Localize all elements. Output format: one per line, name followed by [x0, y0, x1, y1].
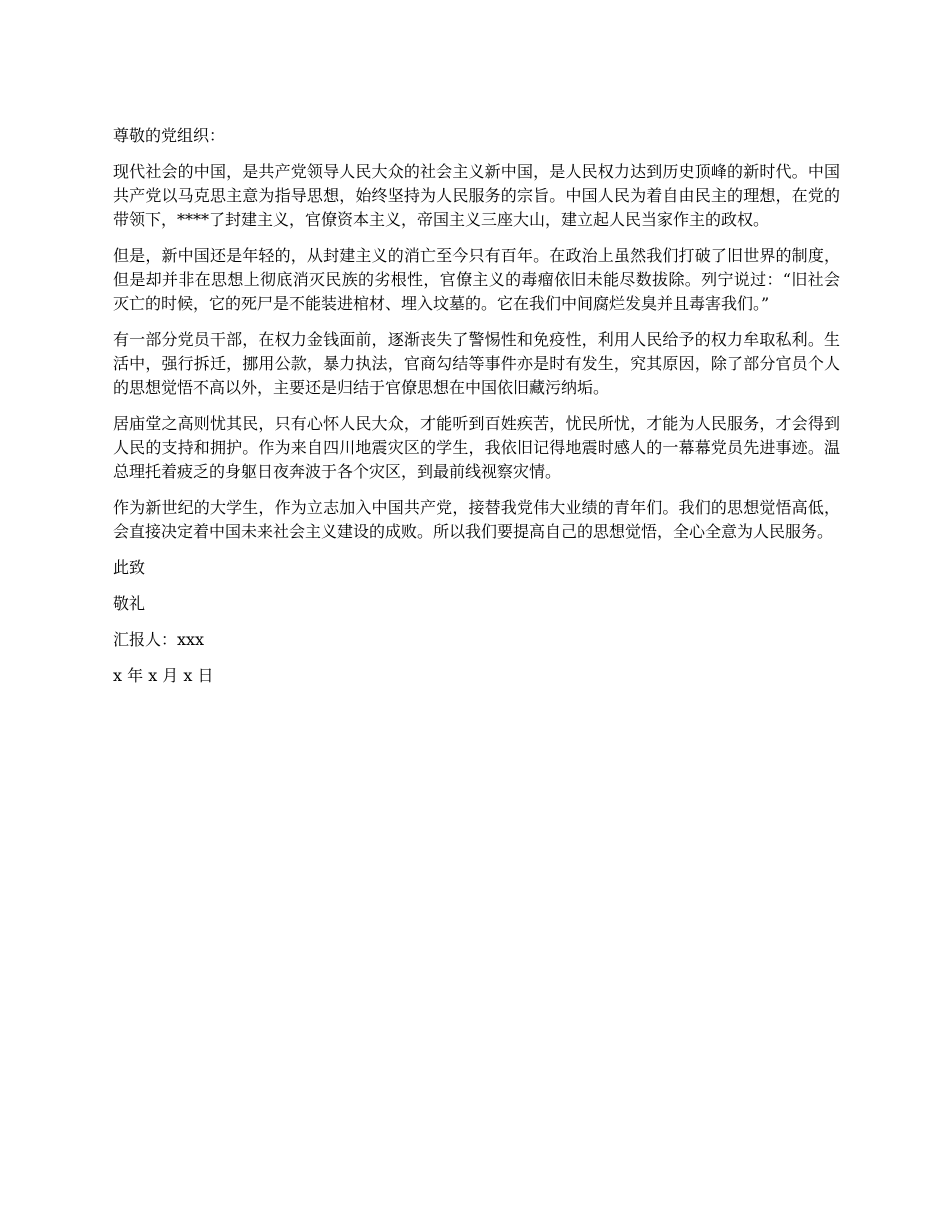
paragraph-2: 但是，新中国还是年轻的，从封建主义的消亡至今只有百年。在政治上虽然我们打破了旧世界的制度，但是却并非在思想上彻底消灭民族的劣根性，官僚主义的毒瘤依旧未能尽数拔除。列宁说过：“旧社会灭亡的时候，它的死尸是不能装进棺材、埋入坟墓的。它在我们中间腐烂发臭并且毒害我们。” — [113, 246, 840, 313]
reporter-signature: 汇报人：xxx — [113, 630, 205, 649]
paragraph-4: 居庙堂之高则忧其民，只有心怀人民大众，才能听到百姓疾苦，忧民所忧，才能为人民服务，才会得到人民的支持和拥护。作为来自四川地震灾区的学生，我依旧记得地震时感人的一幕幕党员先进事迹。温总理托着疲乏的身躯日夜奔波于各个灾区，到最前线视察灾情。 — [113, 414, 840, 481]
salutation: 尊敬的党组织： — [113, 126, 226, 145]
paragraph-1: 现代社会的中国，是共产党领导人民大众的社会主义新中国，是人民权力达到历史顶峰的新时代。中国共产党以马克思主意为指导思想，始终坚持为人民服务的宗旨。中国人民为着自由民主的理想，在党的带领下，****了封建主义，官僚资本主义，帝国主义三座大山，建立起人民当家作主的政权。 — [113, 162, 840, 229]
report-date: x 年 x 月 x 日 — [113, 666, 214, 685]
document-page — [113, 124, 840, 700]
paragraph-3: 有一部分党员干部，在权力金钱面前，逐渐丧失了警惕性和免疫性，利用人民给予的权力牟取私利。生活中，强行拆迁，挪用公款，暴力执法，官商勾结等事件亦是时有发生，究其原因，除了部分官员个人的思想觉悟不高以外，主要还是归结于官僚思想在中国依旧藏污纳垢。 — [113, 330, 840, 397]
closing-regards: 敬礼 — [113, 594, 146, 613]
closing-salutation: 此致 — [113, 558, 146, 577]
paragraph-5: 作为新世纪的大学生，作为立志加入中国共产党，接替我党伟大业绩的青年们。我们的思想觉悟高低，会直接决定着中国未来社会主义建设的成败。所以我们要提高自己的思想觉悟，全心全意为人民服务。 — [113, 498, 840, 541]
